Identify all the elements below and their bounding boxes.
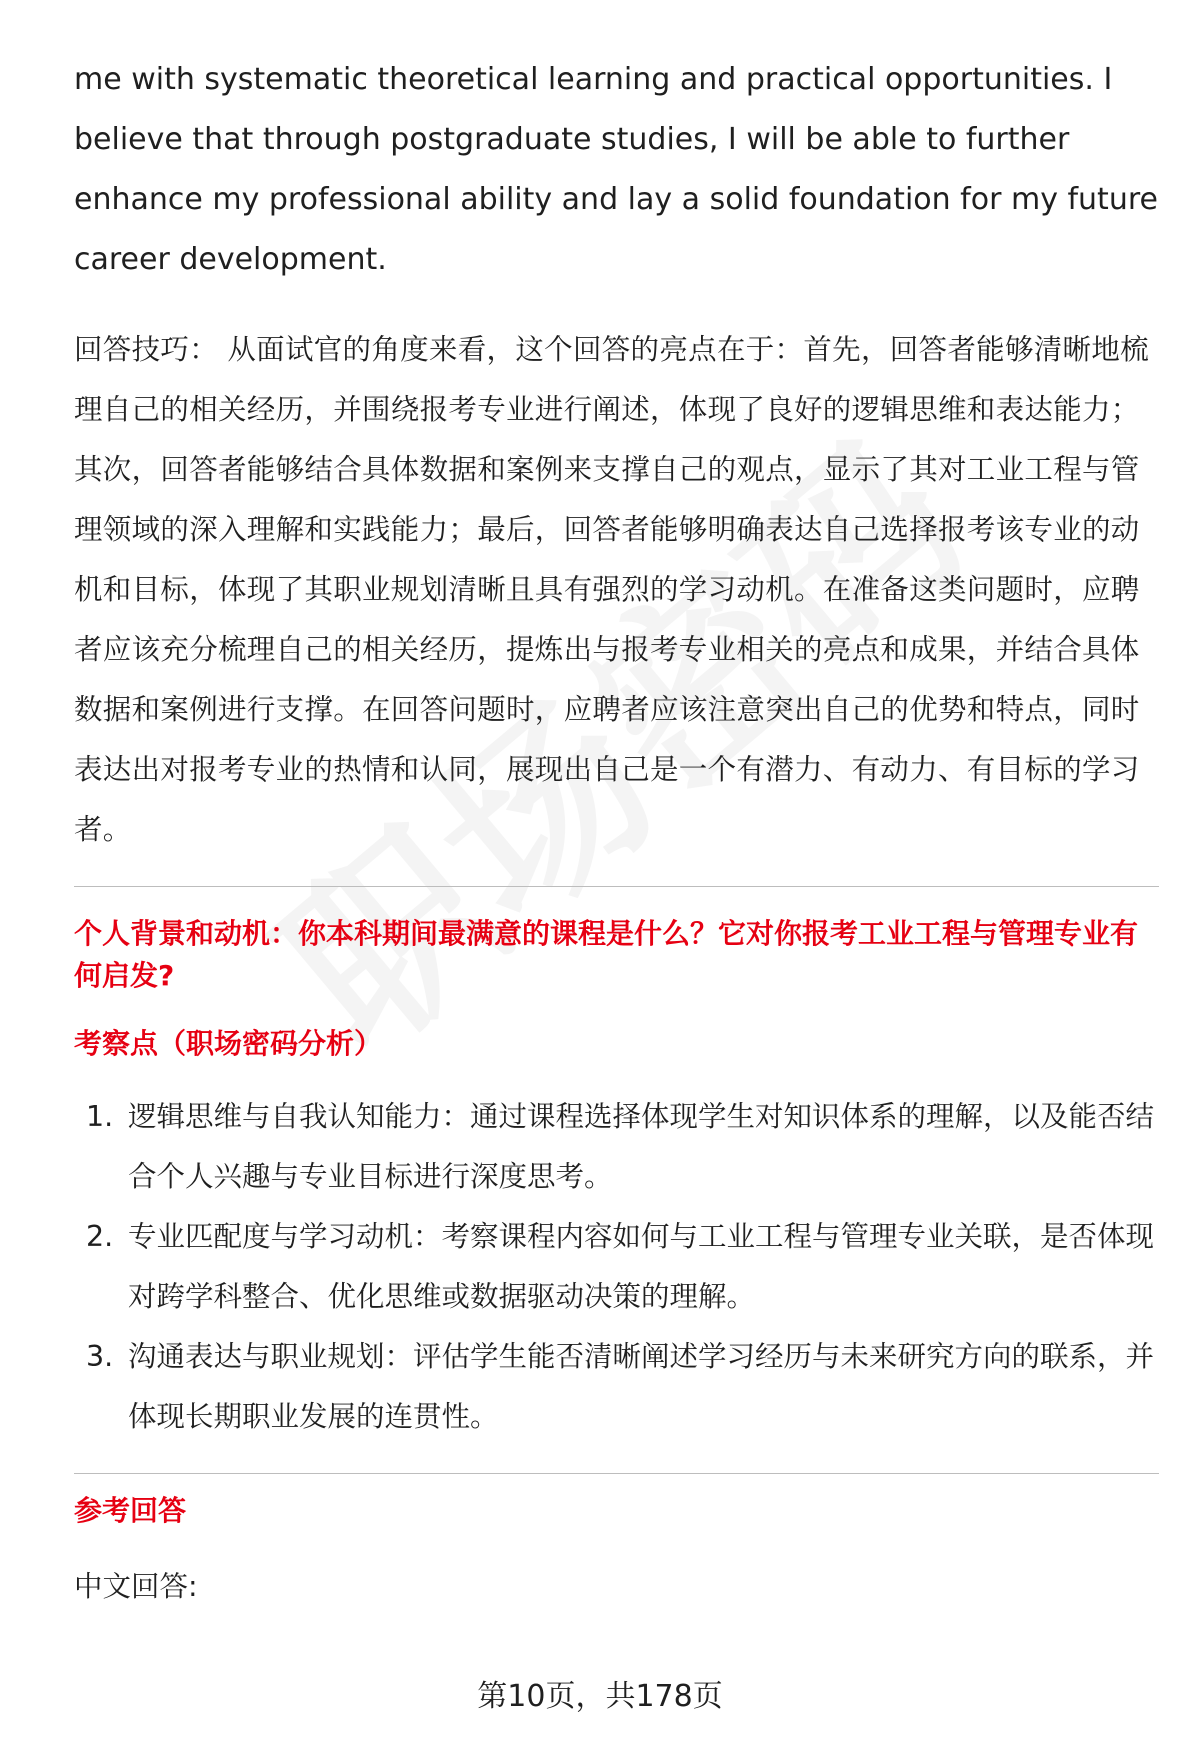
exam-point-item	[74, 1207, 1159, 1327]
exam-points-list	[74, 1087, 1159, 1447]
chinese-answer-label: 中文回答:	[74, 1570, 198, 1603]
exam-point-text: 专业匹配度与学习动机：考察课程内容如何与工业工程与管理专业关联，是否体现对跨学科整合、优化思维或数据驱动决策的理解。	[128, 1220, 1155, 1313]
question-heading: 个人背景和动机：你本科期间最满意的课程是什么？它对你报考工业工程与管理专业有何启发?	[74, 917, 1139, 992]
page-content	[74, 50, 1159, 1608]
section-divider	[74, 1473, 1159, 1474]
exam-point-item	[74, 1087, 1159, 1207]
exam-points-title: 考察点（职场密码分析）	[74, 1027, 383, 1060]
reference-answer-title: 参考回答	[74, 1494, 187, 1527]
exam-point-item	[74, 1327, 1159, 1447]
answer-tips-paragraph: 回答技巧： 从面试官的角度来看，这个回答的亮点在于：首先，回答者能够清晰地梳理自己的相关经历，并围绕报考专业进行阐述，体现了良好的逻辑思维和表达能力；其次，回答者能够结合具体数据和案例来支撑自己的观点，显示了其对工业工程与管理领域的深入理解和实践能力；最后，回答者能够明确表达自己选择报考该专业的动机和目标，体现了其职业规划清晰且具有强烈的学习动机。在准备这类问题时，应聘者应该充分梳理自己的相关经历，提炼出与报考专业相关的亮点和成果，并结合具体数据和案例进行支撑。在回答问题时，应聘者应该注意突出自己的优势和特点，同时表达出对报考专业的热情和认同，展现出自己是一个有潜力、有动力、有目标的学习者。	[74, 333, 1149, 846]
exam-point-number: 3.	[86, 1340, 114, 1373]
english-answer-paragraph: me with systematic theoretical learning and practical opportunities. I believe that through postgraduate studies, I will be able to further enhance my professional ability and lay a solid foundation for my future career development.	[74, 62, 1158, 277]
section-divider	[74, 886, 1159, 887]
exam-point-text: 逻辑思维与自我认知能力：通过课程选择体现学生对知识体系的理解，以及能否结合个人兴趣与专业目标进行深度思考。	[128, 1100, 1155, 1193]
page-footer: 第10页，共178页	[477, 1679, 723, 1714]
exam-point-text: 沟通表达与职业规划：评估学生能否清晰阐述学习经历与未来研究方向的联系，并体现长期职业发展的连贯性。	[128, 1340, 1155, 1433]
exam-point-number: 1.	[86, 1100, 114, 1133]
exam-point-number: 2.	[86, 1220, 114, 1253]
